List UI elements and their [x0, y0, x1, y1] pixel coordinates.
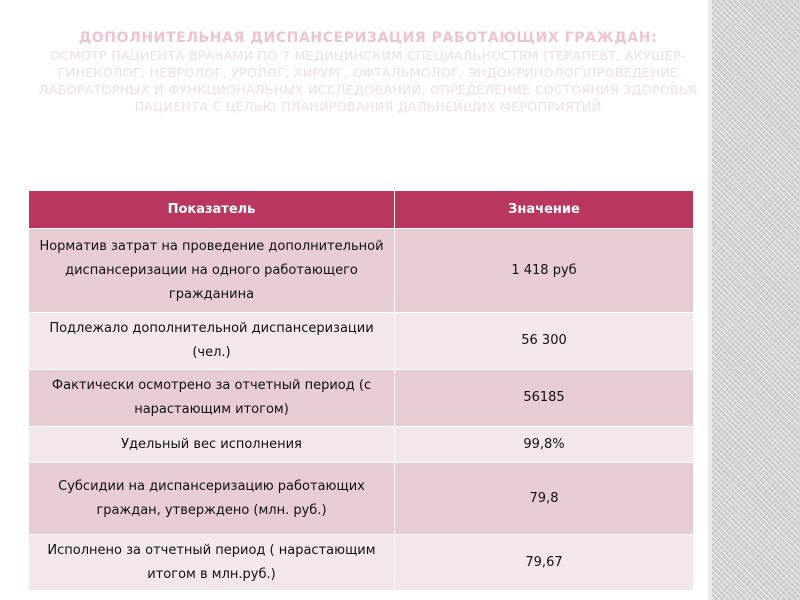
slide-title-body: ОСМОТР ПАЦИЕНТА ВРАЧАМИ ПО 7 МЕДИЦИНСКИМ СПЕЦИАЛЬНОСТЯМ (ТЕРАПЕВТ, АКУШЕР-ГИНЕКОЛОГ, НЕВРОЛОГ, УРОЛОГ, ХИРУРГ, ОФТАЛЬМОЛОГ, ЭНДОКРИНОЛОГ)ПРОВЕДЕНИЕ ЛАБОРАТОРНЫХ И ФУНКЦИОНАЛЬНЫХ ИССЛЕДОВАНИЙ, ОПРЕДЕЛЕНИЕ СОСТОЯНИЯ ЗДОРОВЬЯ ПАЦИЕНТА С ЦЕЛЬЮ ПЛАНИРОВАНИЯ ДАЛЬНЕЙШИХ МЕРОПРИЯТИЙ: [39, 48, 697, 114]
row-indicator: Удельный вес исполнения: [29, 427, 395, 463]
stripe-edge: [708, 0, 712, 600]
row-value: 79,8: [395, 463, 694, 535]
row-indicator: Субсидии на диспансеризацию работающих граждан, утверждено (млн. руб.): [29, 463, 395, 535]
indicators-table: [28, 190, 694, 591]
slide-title-line1: ДОПОЛНИТЕЛЬНАЯ ДИСПАНСЕРИЗАЦИЯ РАБОТАЮЩИХ ГРАЖДАН:: [78, 30, 658, 46]
row-indicator: Исполнено за отчетный период ( нарастающим итогом в млн.руб.): [29, 535, 395, 591]
row-value: 56185: [395, 370, 694, 427]
row-indicator: Подлежало дополнительной диспансеризации (чел.): [29, 313, 395, 370]
table-row: [29, 370, 694, 427]
row-indicator: Фактически осмотрено за отчетный период (с нарастающим итогом): [29, 370, 395, 427]
row-value: 79,67: [395, 535, 694, 591]
header-value: Значение: [395, 191, 694, 229]
slide-title: [28, 30, 708, 115]
table-row: [29, 535, 694, 591]
row-indicator: Норматив затрат на проведение дополнительной диспансеризации на одного работающего гражданина: [29, 229, 395, 313]
row-value: 99,8%: [395, 427, 694, 463]
table-row: [29, 313, 694, 370]
table-row: [29, 229, 694, 313]
header-indicator: Показатель: [29, 191, 395, 229]
table-row: [29, 427, 694, 463]
row-value: 1 418 руб: [395, 229, 694, 313]
table-header-row: [29, 191, 694, 229]
decorative-side-stripe: [708, 0, 800, 600]
table-row: [29, 463, 694, 535]
row-value: 56 300: [395, 313, 694, 370]
